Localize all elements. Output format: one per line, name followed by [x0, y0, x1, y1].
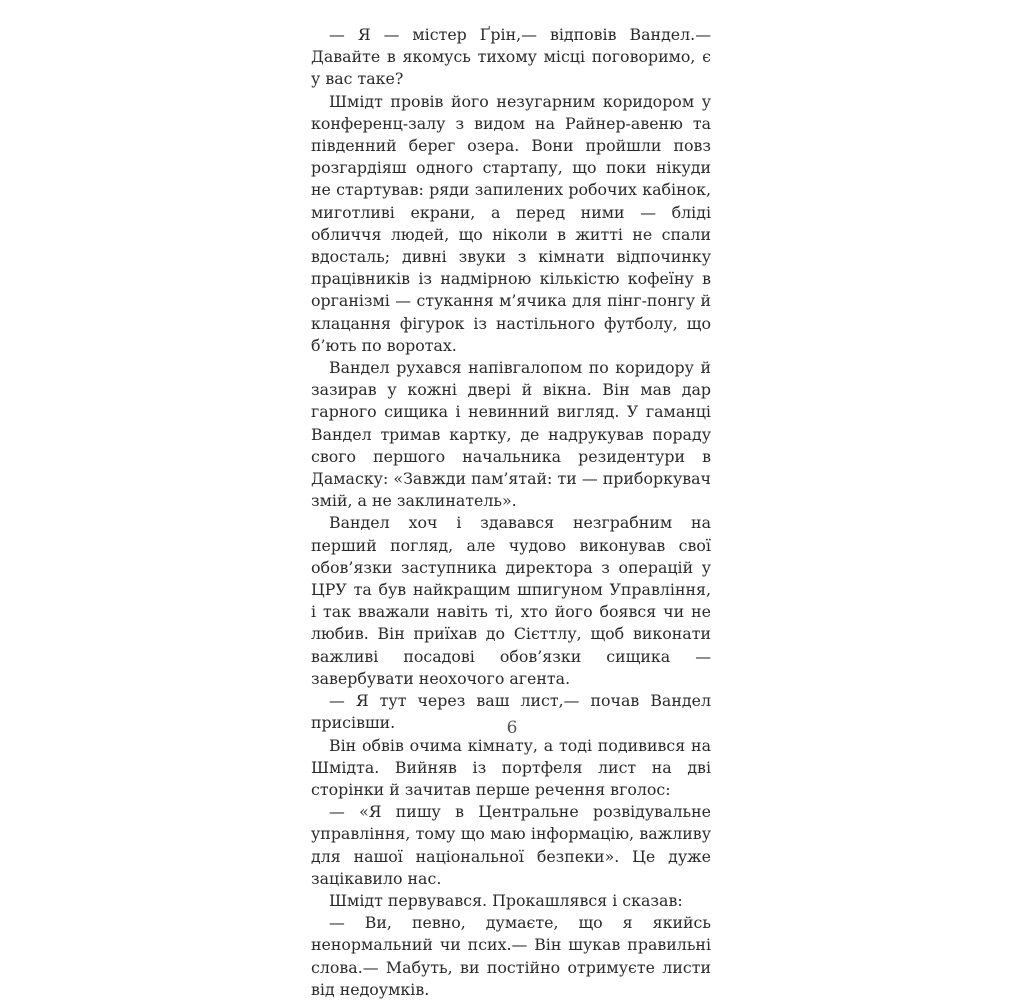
paragraph: Шмідт провів його незугарним коридором у конференц-залу з видом на Райнер-авеню та південний берег озера. Вони пройшли повз розгардіяш одного стартапу, що поки нікуди не стартував: ряди запилених робочих кабінок, миготливі екрани, а перед ними — бліді обличчя людей, що ніколи в житті не спали вдосталь; дивні звуки з кімнати відпочинку працівників із надмірною кількістю кофеїну в організмі — стукання м’ячика для пінг-понгу й клацання фігурок із настільного футболу, що б’ють по воротах. [311, 91, 711, 355]
paragraph: — Я — містер Ґрін,— відповів Вандел.— Давайте в якомусь тихому місці поговоримо, є у вас таке? [311, 25, 711, 89]
paragraph: Шмідт первувався. Прокашлявся і сказав: [329, 890, 683, 910]
paragraph: Вандел рухався напівгалопом по коридору й зазирав у кожні двері й вікна. Він мав дар гарного сищика і невинний вигляд. У гаманці Вандел тримав картку, де надрукував пораду свого першого начальника резидентури в Дамаску: «Завжди пам’ятай: ти — приборкувач змій, а не заклинатель». [311, 358, 711, 511]
paragraph: Вандел хоч і здавався незграбним на перший погляд, але чудово виконував свої обов’язки заступника директора з операцій у ЦРУ та був найкращим шпигуном Управління, і так вважали навіть ті, хто його боявся чи не любив. Він приїхав до Сієттлу, щоб виконати важливі посадові обов’язки сищика — завербувати неохочого агента. [311, 513, 711, 688]
paragraph: — «Я пишу в Центральне розвідувальне управління, тому що маю інформацію, важливу для нашої національної безпеки». Це дуже зацікавило нас. [311, 802, 711, 888]
body-text [311, 24, 711, 1001]
paragraph: — Я тут через ваш лист,— почав Вандел присівши. [311, 691, 711, 733]
page-number: 6 [506, 718, 518, 738]
paragraph: Він обвів очима кімнату, а тоді подивився на Шмідта. Вийняв із портфеля лист на дві сторінки й зачитав перше речення вголос: [311, 735, 711, 799]
paragraph: — Ви, певно, думаєте, що я якийсь ненормальний чи псих.— Він шукав правильні слова.— Мабуть, ви постійно отримуєте листи від недоумків. [311, 913, 711, 999]
